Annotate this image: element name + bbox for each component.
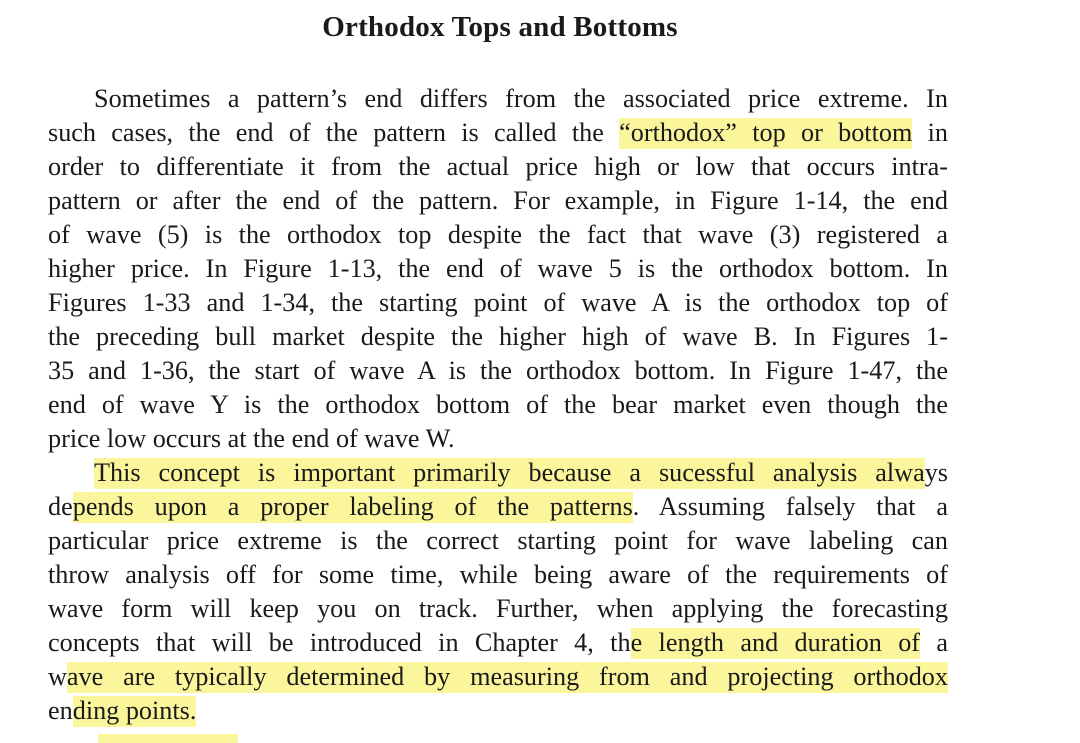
line-text: in [912,118,949,147]
highlighted-text: ding points. [72,696,197,725]
line-text: a [920,628,949,657]
text-line: Figures 1-33 and 1-34, the starting point of wave A is the orthodox top of [48,288,948,317]
line-text: en [48,696,73,725]
text-line [48,116,948,150]
line-text: de [48,492,73,521]
highlighted-text: “orthodox” top or bottom [619,118,913,147]
text-line [48,694,948,728]
text-line: higher price. In Figure 1-13, the end of wave 5 is the orthodox bottom. In [48,254,948,283]
text-line: 35 and 1-36, the start of wave A is the orthodox bottom. In Figure 1-47, the [48,356,948,385]
text-line: wave form will keep you on track. Further, when applying the forecasting [48,594,948,623]
text-line: throw analysis off for some time, while being aware of the requirements of [48,560,948,589]
text-line: end of wave Y is the orthodox bottom of the bear market even though the [48,390,948,419]
line-text: . Assuming falsely that a [632,492,948,521]
highlighted-text: pends upon a proper labeling of the patterns [72,492,633,521]
line-text: such cases, the end of the pattern is called the [48,118,620,147]
text-line [48,626,948,660]
highlighted-text: ave are typically determined by measuring from and projecting orthodox [66,662,948,691]
text-line [48,660,948,694]
highlighted-text: e length and duration of [630,628,921,657]
text-line: price low occurs at the end of wave W. [48,424,455,453]
section-title: Orthodox Tops and Bottoms [322,11,678,43]
text-line: Sometimes a pattern’s end differs from the associated price extreme. In [94,84,948,113]
text-line: pattern or after the end of the pattern. For example, in Figure 1-14, the end [48,186,948,215]
line-text: w [48,662,67,691]
text-line: the preceding bull market despite the higher high of wave B. In Figures 1- [48,322,948,351]
text-line: order to differentiate it from the actual price high or low that occurs intra- [48,152,948,181]
text-line [48,490,948,524]
text-line [94,456,948,490]
line-text: concepts that will be introduced in Chapter 4, th [48,628,631,657]
highlighted-text: This concept is important primarily because a sucessful analysis alwa [94,458,925,487]
text-line: particular price extreme is the correct starting point for wave labeling can [48,526,948,555]
line-text: ys [924,458,948,487]
highlight-fragment [98,734,238,743]
text-line: of wave (5) is the orthodox top despite the fact that wave (3) registered a [48,220,948,249]
